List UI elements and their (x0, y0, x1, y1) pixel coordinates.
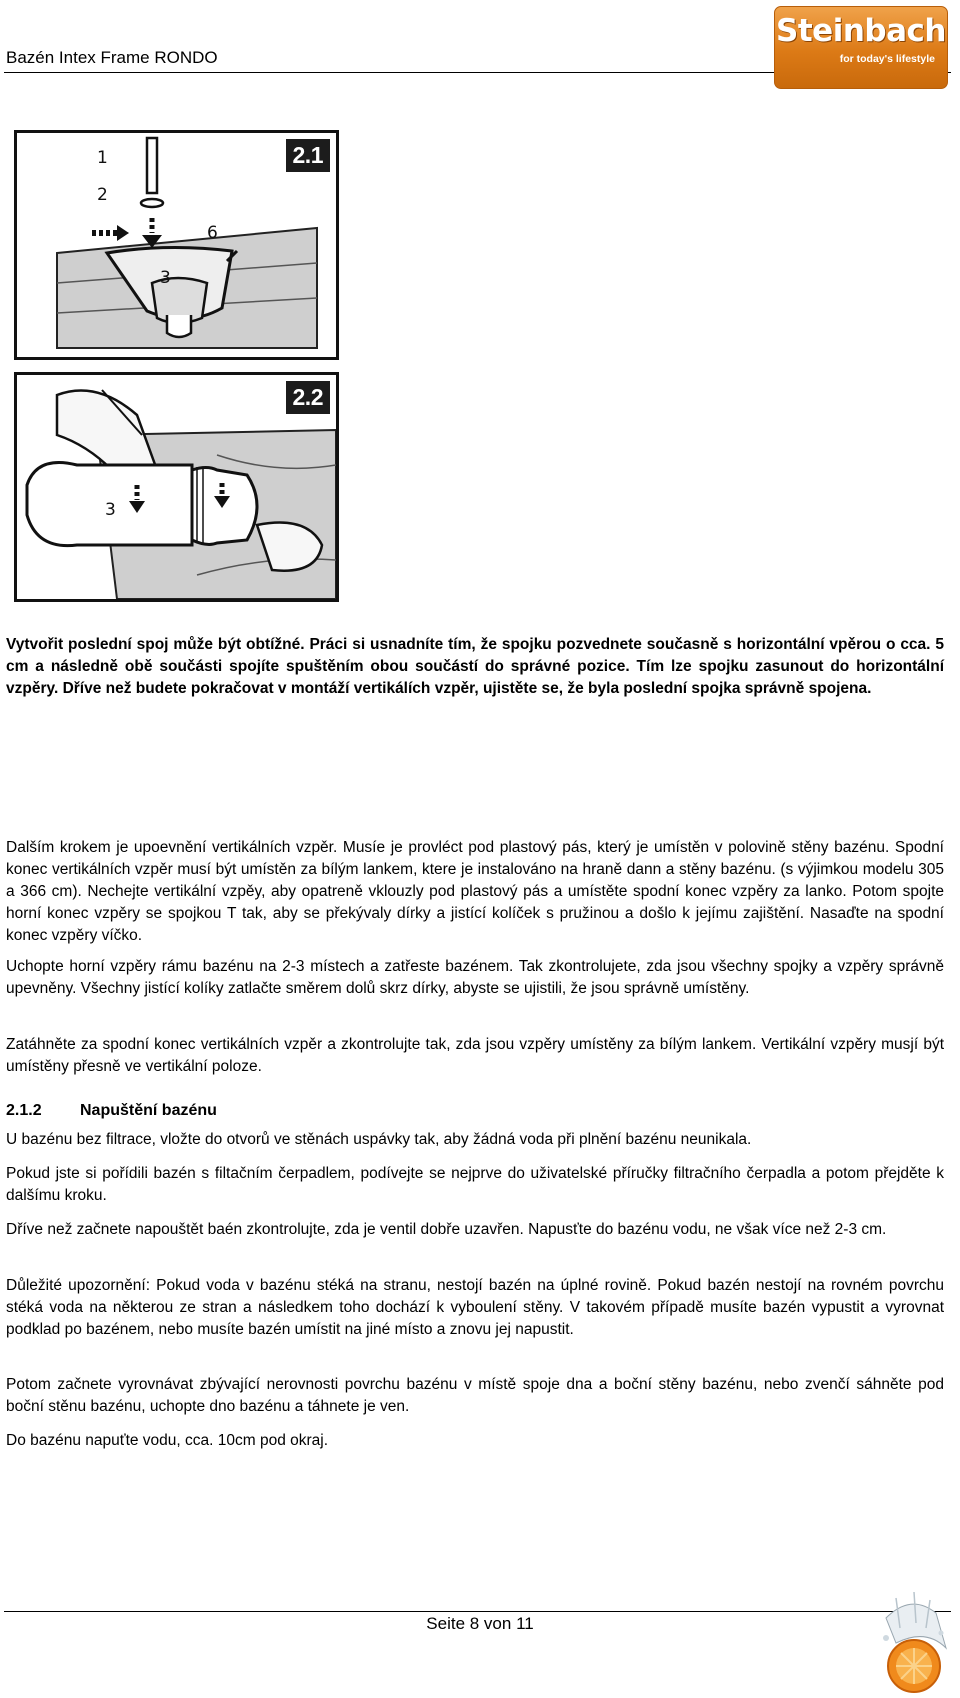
paragraph-important-notice: Důležité upozornění: Pokud voda v bazénu stéká na stranu, nestojí bazén na úplné rovině. Pokud bazén nestojí na rovném povrchu stéká voda na některou ze stran a následkem toho dochází k vyboulení stěny. V takovém případě musíte bazén vypustit a vyrovnat podklad po bazénem, nebo musíte bazén umístit na jiné místo a znovu jej napustit. (6, 1277, 944, 1338)
paragraph-last-joint: Vytvořit poslední spoj může být obtížné. Práci si usnadníte tím, že spojku pozvednete současně s horizontální vpěrou o cca. 5 cm a následně obě součásti spojíte spuštěním obou součástí do správné pozice. Tím lze spojku zasunout do horizontální vzpěry. Dříve než budete pokračovat v montáží vertikálích vzpěr, ujistěte se, že byla poslední spojka správně spojena. (6, 636, 944, 697)
paragraph-shake-check: Uchopte horní vzpěry rámu bazénu na 2-3 místech a zatřeste bazénem. Tak zkontrolujete, zda jsou všechny spojky a vzpěry správně upevněny. Všechny jistící kolíky zatlačte směrem dolů skrz dírky, abyste se ujistili, že jsou správně umístěny. (6, 958, 944, 997)
header-title: Bazén Intex Frame RONDO (6, 48, 218, 67)
figure-label: 2.1 (286, 139, 330, 172)
callout-6: 6 (207, 223, 218, 243)
figure-2-2 (14, 372, 339, 602)
footer-rule (4, 1611, 951, 1612)
paragraph-pull-check: Zatáhněte za spodní konec vertikálních vzpěr a zkontrolujte tak, zda jsou vzpěry umístěny za bílým lankem. Vertikální vzpěry musjí být umístěny přesně ve vertikální poloze. (6, 1036, 944, 1075)
steinbach-logo (774, 6, 948, 89)
paragraph-no-filter: U bazénu bez filtrace, vložte do otvorů ve stěnách uspávky tak, aby žádná voda při plnění bazénu neunikala. (6, 1131, 752, 1148)
section-number: 2.1.2 (6, 1102, 42, 1119)
figure-label: 2.2 (286, 381, 330, 414)
orange-splash-image (866, 1588, 956, 1696)
page-number: Seite 8 von 11 (426, 1614, 534, 1633)
callout-1: 1 (97, 148, 108, 168)
paragraph-valve: Dříve než začnete napouštět baén zkontrolujte, zda je ventil dobře uzavřen. Napusťte do bazénu vodu, ne však více než 2-3 cm. (6, 1221, 887, 1238)
callout-2: 2 (97, 185, 108, 205)
callout-3: 3 (160, 268, 171, 288)
logo-name: Steinbach (776, 13, 946, 49)
paragraph-vertical-struts: Dalším krokem je upoevnění vertikálních vzpěr. Musíe je provléct pod plastový pás, který je umístěn v polovině stěny bazénu. Spodní konec vertikálních vzpěr musí být umístěn za bílým lankem, ktere je instalováno na hraně dann a stěny bazénu. (s výjimkou modelu 305 a 366 cm). Nechejte vertikální vzpěy, aby opatreně vklouzly pod plastový pás a umístěte spodní konec vzpěry za lanko. Potom spojte horní konec vzpěry se spojkou T tak, aby se překývaly dírky a jistící kolíček s pružinou a došlo k jejímu zajištění. Nasaďte na spodní konec vzpěry víčko. (6, 839, 944, 944)
paragraph-leveling: Potom začnete vyrovnávat zbývající nerovnosti povrchu bazénu v místě spoje dna a boční stěny bazénu, nebo zvenčí sáhněte pod boční stěnu bazénu, uchopte dno bazénu a táhnete je ven. (6, 1376, 944, 1415)
section-title: Napuštění bazénu (80, 1102, 217, 1119)
callout-3: 3 (105, 500, 116, 520)
paragraph-fill: Do bazénu napuťte vodu, cca. 10cm pod okraj. (6, 1432, 329, 1449)
section-heading (6, 1102, 217, 1120)
figure-2-1 (14, 130, 339, 360)
paragraph-filter-pump: Pokud jste si pořídili bazén s filtačním čerpadlem, podívejte se nejprve do uživatelské příručky filtračního čerpadla a potom přejděte k dalšímu kroku. (6, 1165, 944, 1204)
logo-slogan: for today's lifestyle (839, 53, 935, 65)
